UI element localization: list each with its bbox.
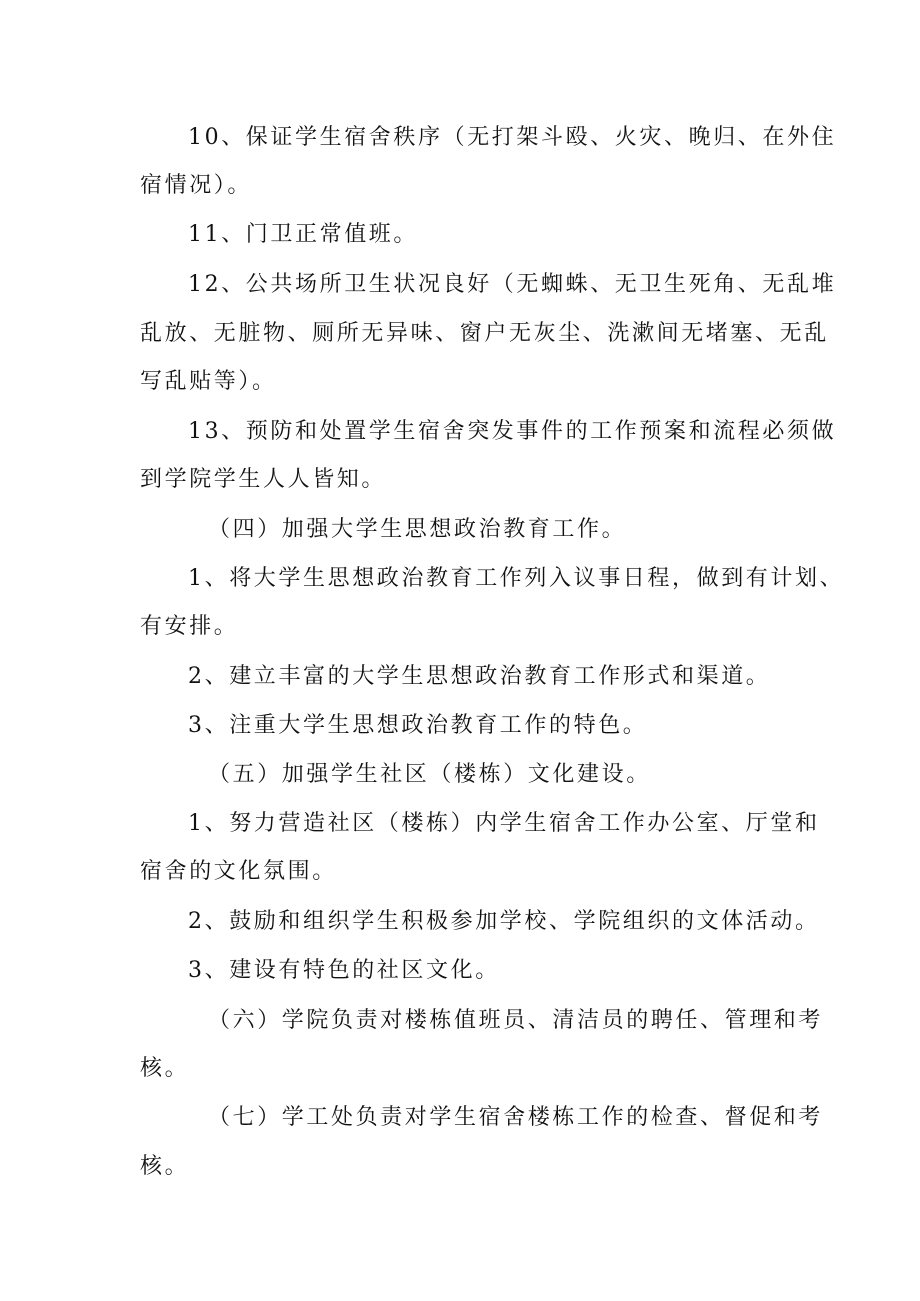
text-line: 10、保证学生宿舍秩序（无打架斗殴、火灾、晚归、在外住 (188, 125, 837, 150)
text-line: 2、鼓励和组织学生积极参加学校、学院组织的文体活动。 (188, 909, 820, 934)
section-heading: （五）加强学生社区（楼栋）文化建设。 (208, 762, 651, 787)
text-line: 宿舍的文化氛围。 (140, 859, 337, 884)
text-line: 乱放、无脏物、厕所无异味、窗户无灰尘、洗漱间无堵塞、无乱 (140, 321, 829, 346)
text-line: 核。 (140, 1154, 190, 1179)
text-line: 有安排。 (140, 614, 239, 639)
text-line: 到学院学生人人皆知。 (140, 467, 387, 492)
text-line: 写乱贴等）。 (140, 369, 277, 394)
section-heading: （六）学院负责对楼栋值班员、清洁员的聘任、管理和考 (208, 1008, 824, 1033)
text-line: 宿情况）。 (140, 173, 253, 198)
text-line: 11、门卫正常值班。 (188, 222, 418, 247)
text-line: 13、预防和处置学生宿舍突发事件的工作预案和流程必须做 (188, 419, 837, 444)
text-line: 核。 (140, 1056, 190, 1081)
text-line: 1、努力营造社区（楼栋）内学生宿舍工作办公室、厅堂和 (188, 811, 820, 836)
text-line: 1、将大学生思想政治教育工作列入议事日程，做到有计划、 (188, 566, 845, 591)
text-line: 12、公共场所卫生状况良好（无蜘蛛、无卫生死角、无乱堆 (188, 272, 837, 297)
section-heading: （四）加强大学生思想政治教育工作。 (208, 517, 627, 542)
text-line: 2、建立丰富的大学生思想政治教育工作形式和渠道。 (188, 664, 771, 689)
text-line: 3、建设有特色的社区文化。 (188, 958, 500, 983)
text-line: 3、注重大学生思想政治教育工作的特色。 (188, 713, 648, 738)
section-heading: （七）学工处负责对学生宿舍楼栋工作的检查、督促和考 (208, 1105, 824, 1130)
